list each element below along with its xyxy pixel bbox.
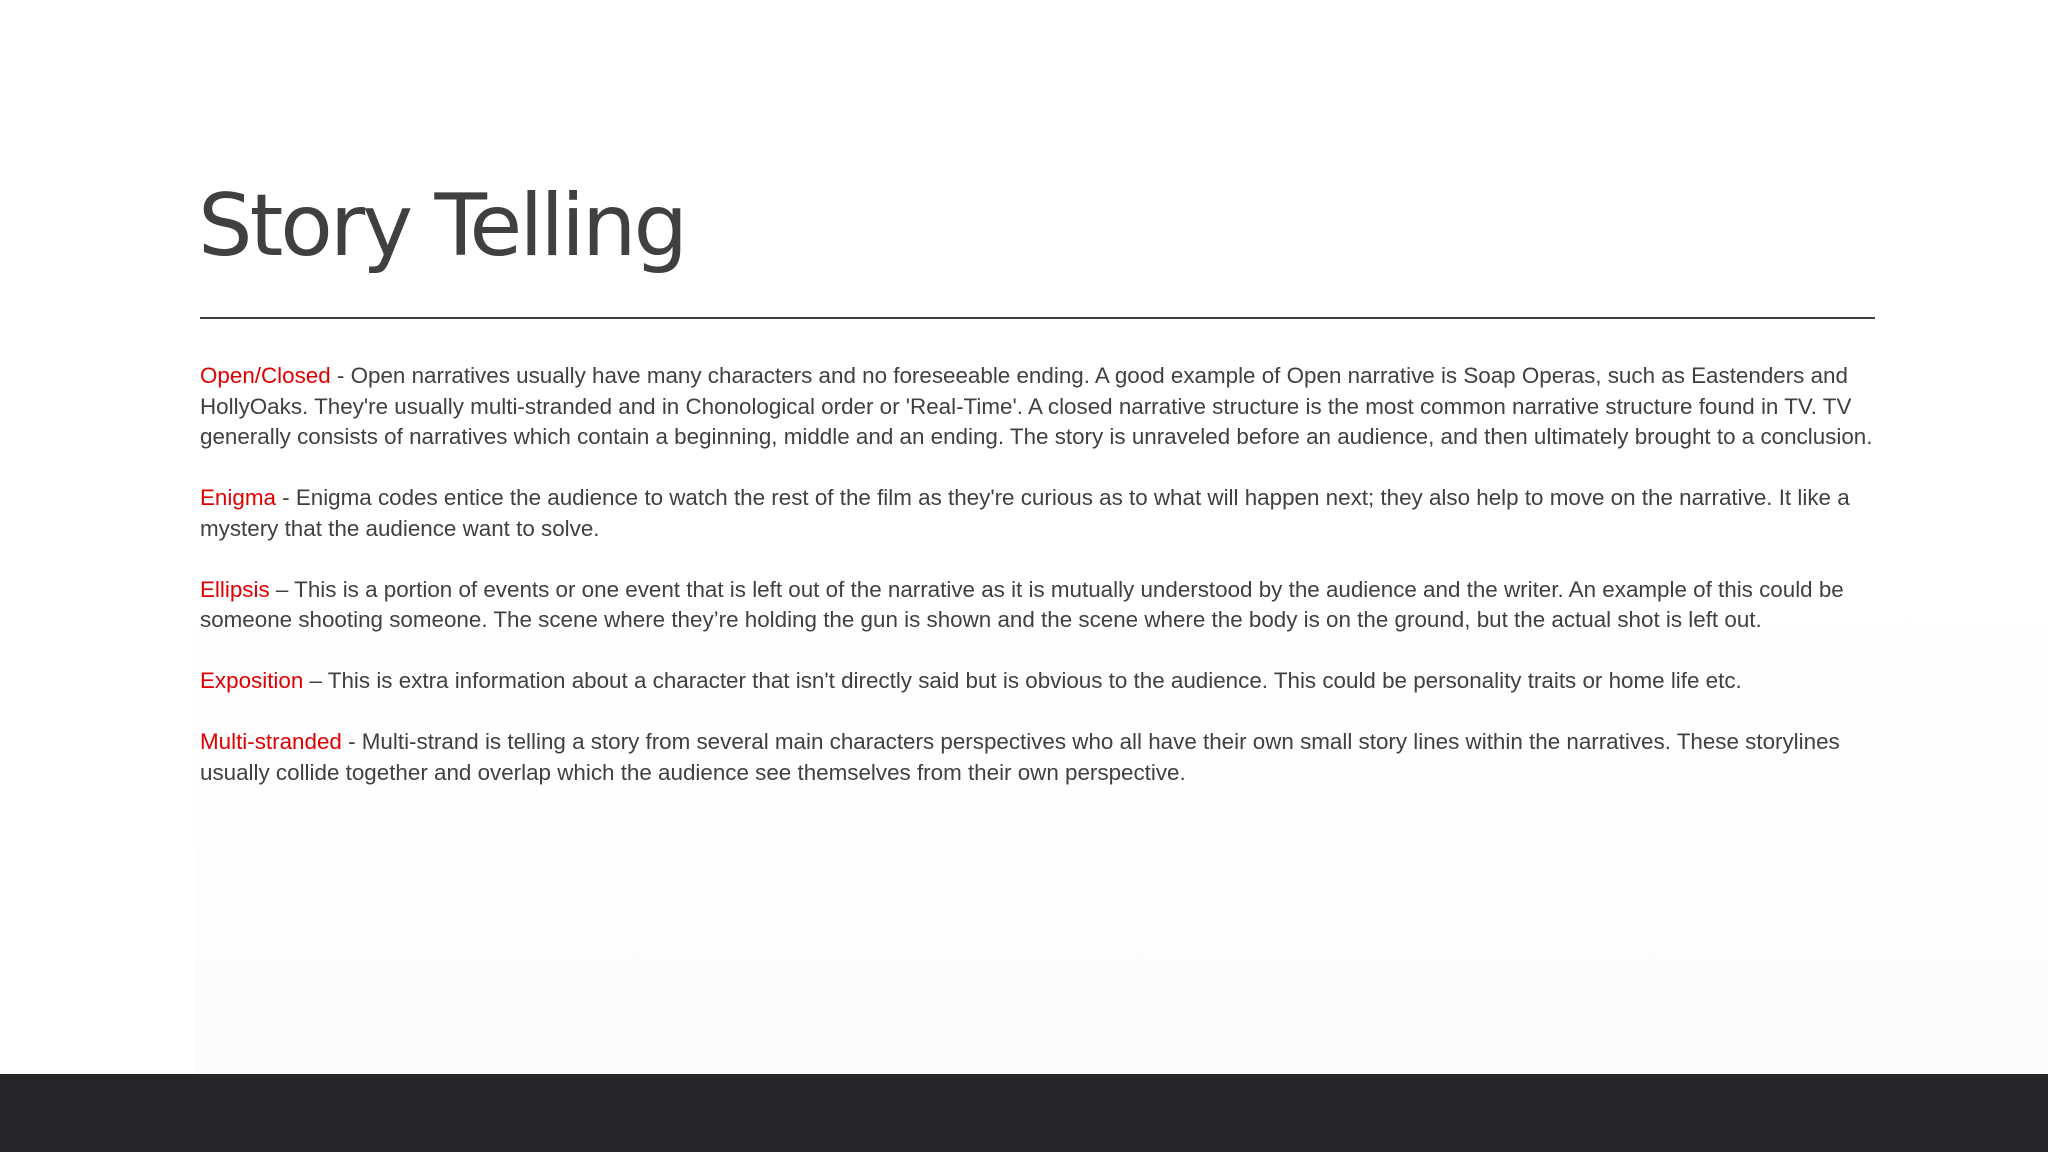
definition-multi-stranded: - Multi-strand is telling a story from several main characters perspectives who all have their own small story lines within the narratives. These storylines usually collide together and overlap which the audience see themselves from their own perspective.	[200, 729, 1840, 785]
paragraph-open-closed	[200, 361, 1880, 453]
term-enigma: Enigma	[200, 485, 276, 510]
term-open-closed: Open/Closed	[200, 363, 331, 388]
definition-exposition: – This is extra information about a character that isn't directly said but is obvious to the audience. This could be personality traits or home life etc.	[303, 668, 1742, 693]
term-ellipsis: Ellipsis	[200, 576, 270, 602]
footer-bar	[0, 1074, 2048, 1152]
definition-open-closed: - Open narratives usually have many characters and no foreseeable ending. A good example of Open narrative is Soap Operas, such as Eastenders and HollyOaks. They're usually multi-stranded and in Chonological order or 'Real-Time'. A closed narrative structure is the most common narrative structure found in TV. TV generally consists of narratives which contain a beginning, middle and an ending. The story is unraveled before an audience, and then ultimately brought to a conclusion.	[200, 363, 1873, 449]
paragraph-ellipsis	[200, 575, 1880, 636]
paragraph-multi-stranded	[200, 727, 1880, 788]
paragraph-enigma	[200, 483, 1880, 544]
definition-ellipsis: – This is a portion of events or one event that is left out of the narrative as it is mutually understood by the audience and the writer. An example of this could be someone shooting someone. The scene where they’re holding the gun is shown and the scene where the body is on the ground, but the actual shot is left out.	[200, 576, 1844, 632]
definition-enigma: - Enigma codes entice the audience to watch the rest of the film as they're curious as to what will happen next; they also help to move on the narrative. It like a mystery that the audience want to solve.	[200, 485, 1850, 541]
paragraph-exposition	[200, 666, 1880, 697]
term-multi-stranded: Multi-stranded	[200, 729, 342, 754]
title-divider	[200, 317, 1875, 319]
slide-title: Story Telling	[198, 176, 686, 276]
term-exposition: Exposition	[200, 668, 304, 693]
slide-body	[200, 361, 1880, 819]
